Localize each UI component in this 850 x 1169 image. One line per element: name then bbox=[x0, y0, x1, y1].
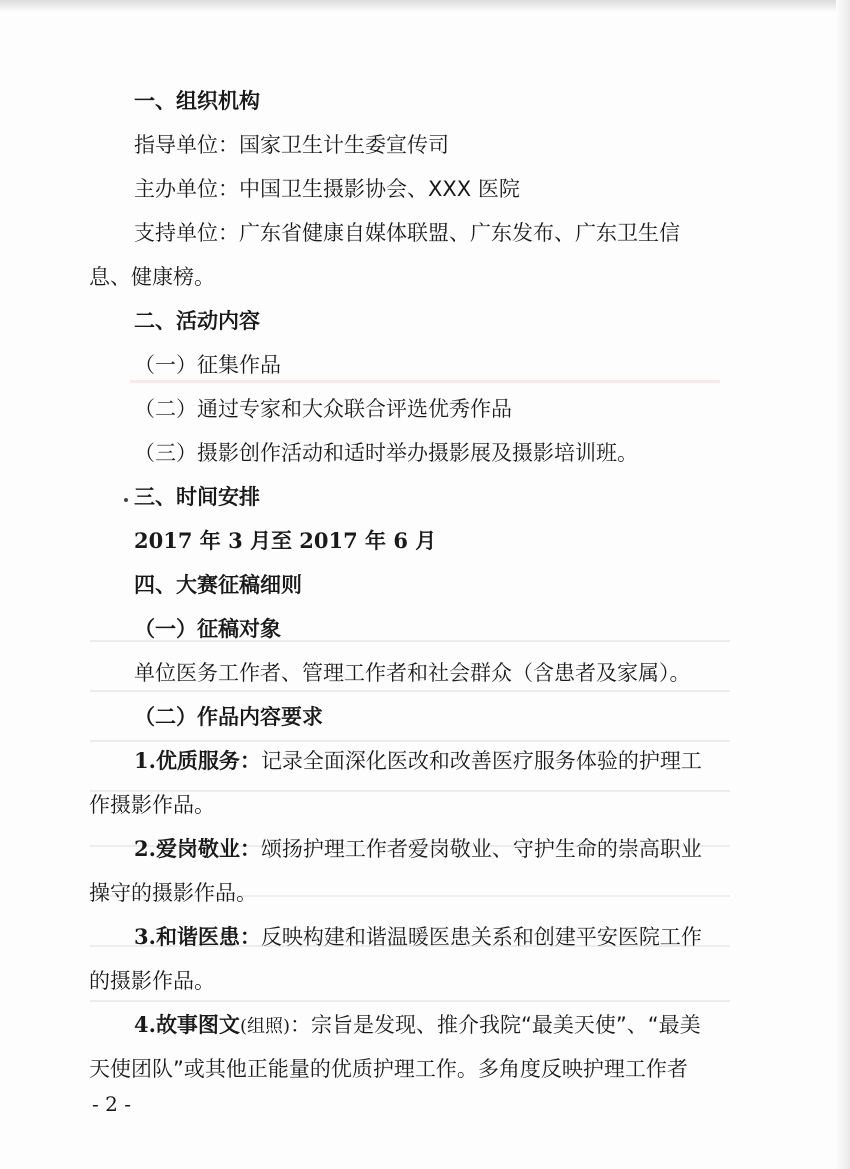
activity-item-3: （三）摄影创作活动和适时举办摄影展及摄影培训班。 bbox=[134, 441, 638, 465]
schedule-date: 2017 年 3 月至 2017 年 6 月 bbox=[134, 528, 437, 553]
item-2-text: 颂扬护理工作者爱岗敬业、守护生命的崇高职业 bbox=[260, 837, 702, 861]
support-unit-line-1: 支持单位：广东省健康自媒体联盟、广东发布、广东卫生信 bbox=[134, 221, 680, 245]
support-unit-line-2: 息、健康榜。 bbox=[89, 265, 215, 289]
item-4-title: 故事图文 bbox=[155, 1013, 240, 1037]
item-1-continuation: 作摄影作品。 bbox=[89, 793, 215, 817]
item-4-paren: (组照) bbox=[239, 1016, 290, 1037]
item-3-title: 和谐医患： bbox=[155, 925, 261, 949]
item-4-text: ：宗旨是发现、推介我院“最美天使”、“最美 bbox=[289, 1013, 701, 1037]
item-3-continuation: 的摄影作品。 bbox=[89, 969, 215, 993]
item-3 bbox=[134, 922, 702, 952]
section-heading-schedule: 三、时间安排 bbox=[134, 485, 260, 509]
item-3-text: 反映构建和谐温暖医患关系和创建平安医院工作 bbox=[260, 925, 702, 949]
page-number: - 2 - bbox=[92, 1092, 131, 1116]
item-2-continuation: 操守的摄影作品。 bbox=[89, 881, 257, 905]
item-4 bbox=[134, 1010, 701, 1042]
section-heading-activity: 二、活动内容 bbox=[134, 309, 260, 333]
activity-item-2: （二）通过专家和大众联合评选优秀作品 bbox=[134, 397, 512, 421]
item-1-number: 1. bbox=[134, 748, 156, 773]
target-text: 单位医务工作者、管理工作者和社会群众（含患者及家属）。 bbox=[134, 661, 691, 685]
subheading-target: （一）征稿对象 bbox=[134, 617, 281, 641]
subheading-content-requirements: （二）作品内容要求 bbox=[134, 705, 323, 729]
item-1-title: 优质服务： bbox=[155, 749, 261, 773]
guide-unit-line: 指导单位：国家卫生计生委宣传司 bbox=[134, 133, 449, 157]
section-heading-rules: 四、大赛征稿细则 bbox=[134, 573, 302, 597]
item-4-continuation: 天使团队”或其他正能量的优质护理工作。多角度反映护理工作者 bbox=[89, 1057, 688, 1081]
host-unit-line: 主办单位：中国卫生摄影协会、XXX 医院 bbox=[134, 177, 520, 201]
section-heading-organization: 一、组织机构 bbox=[134, 89, 260, 113]
item-3-number: 3. bbox=[134, 924, 156, 949]
activity-item-1: （一）征集作品 bbox=[134, 353, 281, 377]
item-4-number: 4. bbox=[134, 1012, 156, 1037]
item-1-text: 记录全面深化医改和改善医疗服务体验的护理工 bbox=[260, 749, 702, 773]
item-1 bbox=[134, 746, 702, 776]
item-2-title: 爱岗敬业： bbox=[155, 837, 261, 861]
item-2 bbox=[134, 834, 702, 864]
item-2-number: 2. bbox=[134, 836, 156, 861]
